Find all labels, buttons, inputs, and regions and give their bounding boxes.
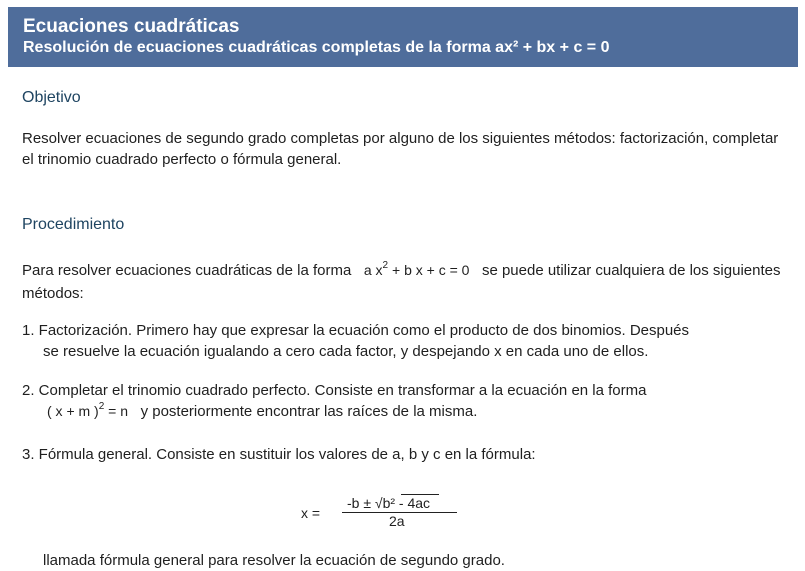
quadratic-formula (300, 492, 470, 532)
method-1-line-1: 1. Factorización. Primero hay que expresar la ecuación como el producto de dos binomios. Después (22, 322, 690, 339)
method-2-line-2: ( x + m )$^2$ = n y posteriormente encontrar las raíces de la misma. (47, 401, 478, 420)
method-factorizacion (22, 320, 782, 362)
closing-text: llamada fórmula general para resolver la ecuación de segundo grado. (43, 552, 505, 569)
objetivo-heading: Objetivo (22, 89, 81, 106)
intro-equation: a $x^2 + b$ x + c = 0 (363, 260, 470, 278)
objetivo-text: Resolver ecuaciones de segundo grado completas por alguno de los siguientes métodos: factorización, completar el trinomio cuadrado perfecto o fórmula general. (22, 130, 779, 168)
formula-denominator: 2a (389, 513, 405, 529)
completing-square-equation: ( x + m )$^2$ = n (47, 401, 129, 419)
method-1-line-2: se resuelve la ecuación igualando a cero cada factor, y despejando x en cada uno de ellos. (43, 343, 649, 360)
method-completar-trinomio (22, 380, 782, 424)
intro-text-before: Para resolver ecuaciones cuadráticas de la forma (22, 262, 352, 279)
procedimiento-intro (22, 260, 782, 304)
page-title: Ecuaciones cuadráticas (23, 16, 240, 37)
intro-text-after: se puede utilizar cualquiera de los siguientes métodos: (22, 262, 781, 302)
page-subtitle: Resolución de ecuaciones cuadráticas completas de la forma ax² + bx + c = 0 (23, 39, 610, 56)
sqrt-vinculum (401, 494, 439, 495)
formula-numerator: -b ± √b² - 4ac (347, 495, 431, 511)
page-header (8, 7, 798, 67)
method-formula-general: 3. Fórmula general. Consiste en sustituir los valores de a, b y c en la fórmula: (22, 446, 536, 463)
formula-lhs: x = (301, 505, 321, 521)
method-2-line-1: 2. Completar el trinomio cuadrado perfecto. Consiste en transformar a la ecuación en la forma (22, 382, 647, 399)
procedimiento-heading: Procedimiento (22, 216, 125, 233)
